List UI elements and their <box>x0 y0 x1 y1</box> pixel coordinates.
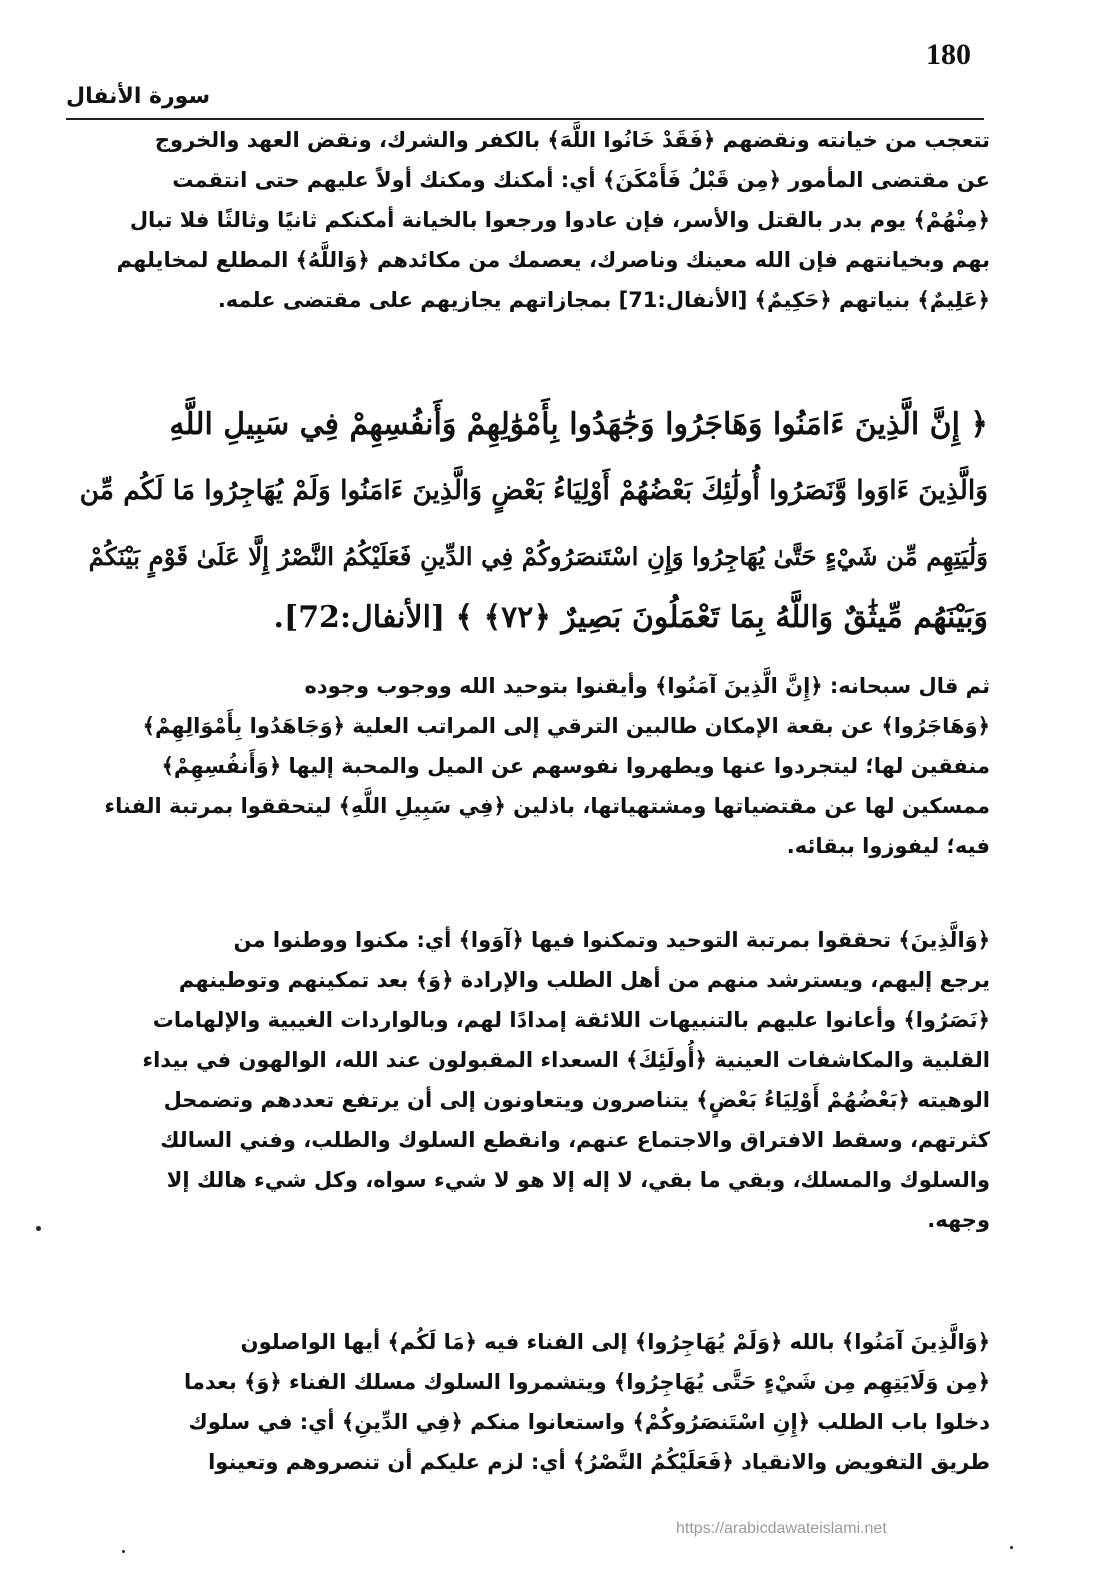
text-line: ﴿وَالَّذِينَ﴾ تحققوا بمرتبة التوحيد وتمكنوا فيها ﴿آوَوا﴾ أي: مكنوا ووطنوا من <box>233 928 990 952</box>
text-line: ﴿وَالَّذِينَ آمَنُوا﴾ بالله ﴿وَلَمْ يُهَاجِرُوا﴾ إلى الفناء فيه ﴿مَا لَكُم﴾ أيها الواصلون <box>240 1330 990 1354</box>
text-line: منفقين لها؛ ليتجردوا عنها ويطهروا نفوسهم عن الميل والمحبة إليها ﴿وَأَنفُسِهِمْ﴾ <box>161 754 990 778</box>
scan-speck <box>36 1226 41 1231</box>
text-line: الوهيته ﴿بَعْضُهُمْ أَوْلِيَاءُ بَعْضٍ﴾ يتناصرون ويتعاونون إلى أن يرتفع تعددهم وتضمحل <box>163 1088 990 1112</box>
quran-verse <box>74 392 988 646</box>
text-line: ﴿عَلِيمٌ﴾ بنياتهم ﴿حَكِيمٌ﴾ [الأنفال:71] بمجازاتهم يجازيهم على مقتضى علمه. <box>217 288 990 312</box>
text-line: ثم قال سبحانه: ﴿إِنَّ الَّذِينَ آمَنُوا﴾ وأيقنوا بتوحيد الله ووجوب وجوده <box>304 674 990 698</box>
text-line: ممسكين لها عن مقتضياتها ومشتهياتها، باذلين ﴿فِي سَبِيلِ اللَّهِ﴾ ليتحققوا بمرتبة الفناء <box>104 794 990 818</box>
scan-speck <box>1010 1546 1013 1549</box>
text-line: ﴿مِن وَلَايَتِهِم مِن شَيْءٍ حَتَّى يُهَاجِرُوا﴾ ويتشمروا السلوك مسلك الفناء ﴿وَ﴾ بعدما <box>184 1370 990 1394</box>
surah-title: سورة الأنفال <box>66 84 211 109</box>
paragraph-2 <box>70 666 990 866</box>
text-line: كثرتهم، وسقط الافتراق والاجتماع عنهم، وانقطع السلوك والطلب، وفني السالك <box>160 1128 990 1152</box>
text-line: ﴿نَصَرُوا﴾ وأعانوا عليهم بالتنبيهات اللائقة إمدادًا لهم، وبالواردات الغيبية والإلهامات <box>152 1008 990 1032</box>
text-line: دخلوا باب الطلب ﴿إِنِ اسْتَنصَرُوكُمْ﴾ واستعانوا منكم ﴿فِي الدِّينِ﴾ أي: في سلوك <box>188 1410 990 1434</box>
page-number: 180 <box>926 38 971 71</box>
text-line: ﴿مِنْهُمْ﴾ يوم بدر بالقتل والأسر، فإن عادوا ورجعوا بالخيانة أمكنكم ثانيًا وثالثًا فلا تبال <box>129 208 990 232</box>
text-line: يرجع إليهم، ويسترشد منهم من أهل الطلب والإرادة ﴿وَ﴾ بعد تمكينهم وتوطينهم <box>178 968 990 992</box>
text-line: فيه؛ ليفوزوا ببقائه. <box>786 834 990 858</box>
text-line: تتعجب من خيانته ونقضهم ﴿فَقَدْ خَانُوا اللَّهَ﴾ بالكفر والشرك، ونقض العهد والخروج <box>154 128 990 152</box>
verse-line: وَالَّذِينَ ءَاوَوا وَّنَصَرُوا أُولَٰئِكَ بَعْضُهُمْ أَوْلِيَاءُ بَعْضٍ وَالَّذِينَ ءَامَنُوا وَلَمْ يُهَاجِرُوا مَا لَكُم مِّن <box>79 475 988 506</box>
verse-line: ﴿ إِنَّ الَّذِينَ ءَامَنُوا وَهَاجَرُوا وَجَٰهَدُوا بِأَمْوَٰلِهِمْ وَأَنفُسِهِمْ فِي سَبِيلِ اللَّهِ <box>169 407 988 442</box>
paragraph-3 <box>70 920 990 1240</box>
text-line: عن مقتضى المأمور ﴿مِن قَبْلُ فَأَمْكَنَ﴾ أي: أمكنك ومكنك أولاً عليهم حتى انتقمت <box>172 168 990 192</box>
paragraph-4 <box>70 1322 990 1482</box>
text-line: طريق التفويض والانقياد ﴿فَعَلَيْكُمُ النَّصْرُ﴾ أي: لزم عليكم أن تنصروهم وتعينوا <box>208 1450 990 1474</box>
text-line: وجهه. <box>927 1208 990 1232</box>
text-line: والسلوك والمسلك، وبقي ما بقي، لا إله إلا هو لا شيء سواه، وكل شيء هالك إلا <box>166 1168 990 1192</box>
site-watermark: https://arabicdawateislami.net <box>676 1520 887 1537</box>
text-line: بهم وبخيانتهم فإن الله معينك وناصرك، يعصمك من مكائدهم ﴿وَاللَّهُ﴾ المطلع لمخايلهم <box>116 248 990 272</box>
verse-line-with-reference: وَبَيْنَهُم مِّيثَٰقٌ وَاللَّهُ بِمَا تَعْمَلُونَ بَصِيرٌ ﴿٧٢﴾ ﴾ [الأنفال:72]. <box>273 600 988 635</box>
text-line: ﴿وَهَاجَرُوا﴾ عن بقعة الإمكان طالبين الترقي إلى المراتب العلية ﴿وَجَاهَدُوا بِأَمْوَالِهِمْ﴾ <box>142 714 990 738</box>
paragraph-1 <box>70 120 990 320</box>
scan-speck <box>122 1550 125 1553</box>
text-line: القلبية والمكاشفات العينية ﴿أُولَئِكَ﴾ السعداء المقبولون عند الله، الوالهون في بيداء <box>142 1048 990 1072</box>
verse-line: وَلَٰيَتِهِم مِّن شَيْءٍ حَتَّىٰ يُهَاجِرُوا وَإِنِ اسْتَنصَرُوكُمْ فِي الدِّينِ فَعَلَيْكُمُ النَّصْرُ إِلَّا عَلَىٰ قَوْمٍ بَيْنَكُمْ <box>88 542 988 571</box>
